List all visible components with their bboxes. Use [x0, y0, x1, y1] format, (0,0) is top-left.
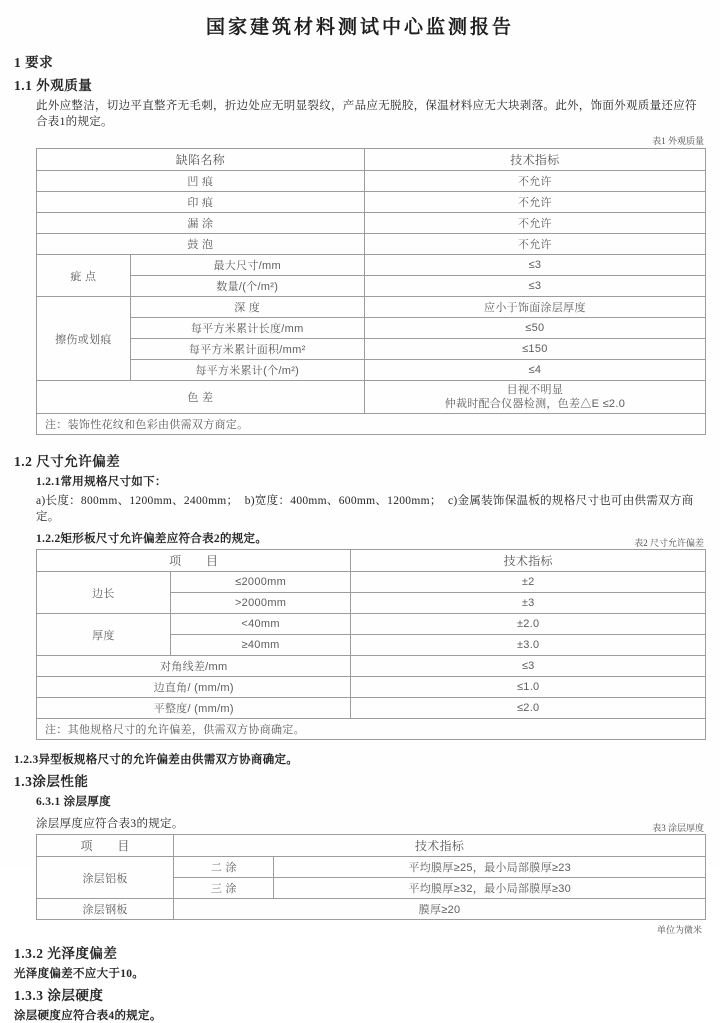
spec-value-cell: ≤3: [364, 276, 705, 297]
spec-value-cell: ±3: [351, 593, 706, 614]
spec-value-cell: ≤50: [364, 318, 705, 339]
section-1-2-3-line: 1.2.3异型板规格尺寸的允许偏差由供需双方协商确定。: [14, 754, 299, 766]
appearance-paragraph: 此外应整洁，切边平直整齐无毛刺，折边处应无明显裂纹，产品应无脱胶，保温材料应无大块剥落。此外，饰面外观质量还应符合表1的规定。: [36, 100, 697, 128]
header-item: 项 目: [37, 550, 351, 572]
spec-value-cell: ≤150: [364, 339, 705, 360]
table-row: [37, 318, 706, 339]
header-spec: 技术指标: [351, 550, 706, 572]
defect-name-cell: 鼓 泡: [37, 234, 365, 255]
table-row: [37, 614, 706, 635]
section-1-3-2-heading: 1.3.2 光泽度偏差: [14, 946, 118, 961]
appearance-quality-table: [36, 148, 706, 435]
spec-value-cell: 不允许: [364, 213, 705, 234]
dimension-tolerance-table: [36, 549, 706, 740]
table3-caption: 表3 涂层厚度: [652, 823, 704, 833]
section-1-2-2-line: 1.2.2矩形板尺寸允许偏差应符合表2的规定。: [36, 533, 268, 545]
section-1-2-heading: 1.2 尺寸允许偏差: [14, 454, 121, 469]
spec-value-cell: 膜厚≥20: [174, 899, 706, 920]
defect-sub-cell: 每平方米累计长度/mm: [130, 318, 364, 339]
defect-sub-cell: 最大尺寸/mm: [130, 255, 364, 276]
coating-thickness-line: 涂层厚度应符合表3的规定。: [36, 818, 184, 830]
spec-value-cell: 应小于饰面涂层厚度: [364, 297, 705, 318]
table-note-row: [37, 414, 706, 435]
section-1-1-heading: 1.1 外观质量: [14, 78, 93, 93]
header-defect-name: 缺陷名称: [37, 149, 365, 171]
header-item: 项 目: [37, 835, 174, 857]
section-1-2-1-line: 1.2.1常用规格尺寸如下：: [36, 476, 167, 488]
spec-value-cell: ±2.0: [351, 614, 706, 635]
hardness-paragraph: 涂层硬度应符合表4的规定。: [14, 1010, 162, 1022]
table-header-row: [37, 835, 706, 857]
item-group-cell: 涂层铝板: [37, 857, 174, 899]
table-row: [37, 276, 706, 297]
spec-value-cell: ≤1.0: [351, 677, 706, 698]
table-row: [37, 234, 706, 255]
spec-value-cell: [364, 381, 705, 414]
table-row: [37, 360, 706, 381]
table3-unit-note: 单位为微米: [656, 925, 702, 935]
table-row: [37, 192, 706, 213]
table-row: [37, 171, 706, 192]
spec-value-cell: ≤3: [364, 255, 705, 276]
table-row: [37, 339, 706, 360]
item-name-cell: 边直角/ (mm/m): [37, 677, 351, 698]
table-row: [37, 255, 706, 276]
item-sub-cell: <40mm: [170, 614, 351, 635]
table-row: [37, 572, 706, 593]
table-note-row: [37, 719, 706, 740]
color-diff-line2: 仲裁时配合仪器检测，色差△E ≤2.0: [444, 398, 626, 410]
spec-value-cell: ≤4: [364, 360, 705, 381]
spec-value-cell: 平均膜厚≥32，最小局部膜厚≥30: [274, 878, 706, 899]
item-sub-cell: ≥40mm: [170, 635, 351, 656]
spec-value-cell: 不允许: [364, 192, 705, 213]
item-sub-cell: >2000mm: [170, 593, 351, 614]
header-spec: 技术指标: [174, 835, 706, 857]
item-sub-cell: ≤2000mm: [170, 572, 351, 593]
section-1-3-heading: 1.3涂层性能: [14, 774, 89, 789]
spec-value-cell: 不允许: [364, 171, 705, 192]
table-row: [37, 677, 706, 698]
item-group-cell: 边长: [37, 572, 171, 614]
defect-sub-cell: 数量/(个/m²): [130, 276, 364, 297]
table2-caption: 表2 尺寸允许偏差: [634, 538, 704, 548]
defect-name-cell: 色 差: [37, 381, 365, 414]
defect-sub-cell: 每平方米累计面积/mm²: [130, 339, 364, 360]
gloss-paragraph: 光泽度偏差不应大于10。: [14, 968, 145, 980]
spec-value-cell: 平均膜厚≥25，最小局部膜厚≥23: [274, 857, 706, 878]
page-title: 国家建筑材料测试中心监测报告: [205, 17, 514, 38]
coating-thickness-table: [36, 834, 706, 920]
table-header-row: [37, 149, 706, 171]
table2-note: 注：其他规格尺寸的允许偏差，供需双方协商确定。: [37, 719, 706, 740]
table-row: [37, 857, 706, 878]
spec-value-cell: ±2: [351, 572, 706, 593]
table-row-color-diff: [37, 381, 706, 414]
section-6-3-1-heading: 6.3.1 涂层厚度: [36, 796, 111, 808]
spec-value-cell: ≤2.0: [351, 698, 706, 719]
defect-group-cell: 疵 点: [37, 255, 131, 297]
defect-name-cell: 漏 涂: [37, 213, 365, 234]
defect-name-cell: 印 痕: [37, 192, 365, 213]
spec-value-cell: ≤3: [351, 656, 706, 677]
item-group-cell: 厚度: [37, 614, 171, 656]
item-sub-cell: 三 涂: [174, 878, 274, 899]
item-name-cell: 涂层钢板: [37, 899, 174, 920]
table-row: [37, 698, 706, 719]
spec-value-cell: ±3.0: [351, 635, 706, 656]
defect-sub-cell: 深 度: [130, 297, 364, 318]
defect-sub-cell: 每平方米累计(个/m²): [130, 360, 364, 381]
item-name-cell: 平整度/ (mm/m): [37, 698, 351, 719]
table1-note: 注：装饰性花纹和色彩由供需双方商定。: [37, 414, 706, 435]
table-header-row: [37, 550, 706, 572]
defect-group-cell: 擦伤或划痕: [37, 297, 131, 381]
section-1-heading: 1 要求: [14, 55, 54, 70]
table1-caption: 表1 外观质量: [652, 136, 704, 146]
table-row: [37, 213, 706, 234]
color-diff-line1: 目视不明显: [506, 384, 564, 396]
spec-value-cell: 不允许: [364, 234, 705, 255]
item-sub-cell: 二 涂: [174, 857, 274, 878]
defect-name-cell: 凹 痕: [37, 171, 365, 192]
header-spec: 技术指标: [364, 149, 705, 171]
table-row: [37, 899, 706, 920]
item-name-cell: 对角线差/mm: [37, 656, 351, 677]
table-row: [37, 297, 706, 318]
dimension-list-line: a)长度：800mm、1200mm、2400mm； b)宽度：400mm、600mm、1200mm； c)金属装饰保温板的规格尺寸也可由供需双方商定。: [36, 495, 694, 523]
table-row: [37, 656, 706, 677]
section-1-3-3-heading: 1.3.3 涂层硬度: [14, 988, 104, 1003]
